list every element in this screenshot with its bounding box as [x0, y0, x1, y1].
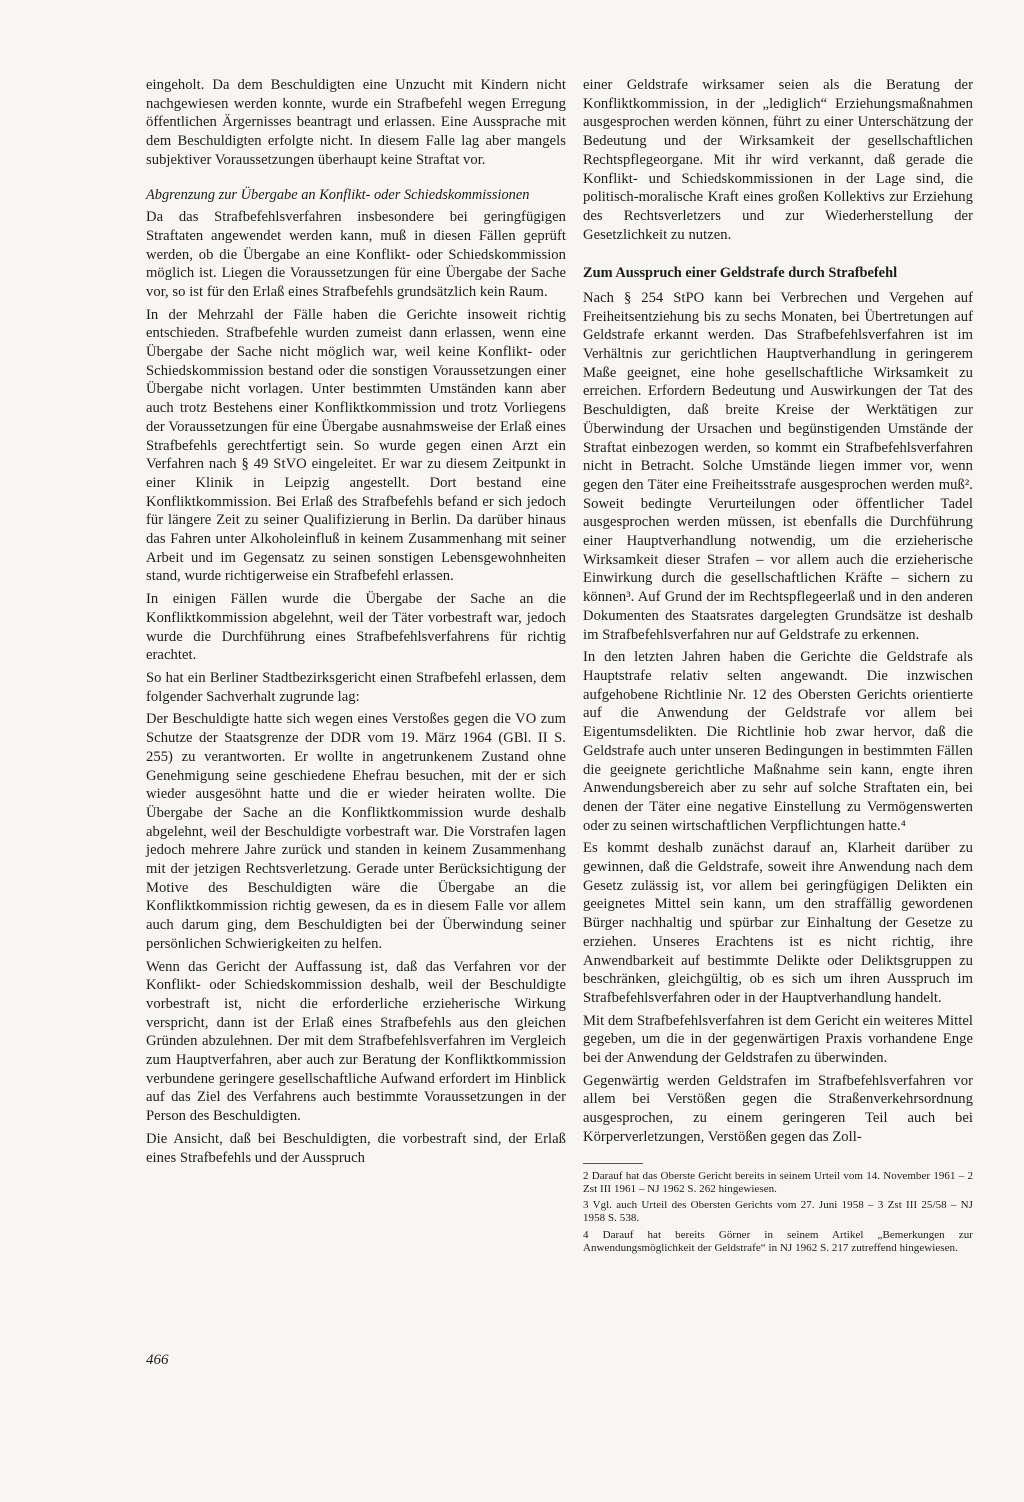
- paragraph: einer Geldstrafe wirksamer seien als die Beratung der Konfliktkommission, in der „lediglich“ Erziehungsmaßnahmen ausgesprochen werden können, führt zu einer Unterschätzung der Bedeutung und der Wirksamkeit der gesellschaftlichen Rechtspflegeorgane. Mit ihr wird verkannt, daß gerade die Konflikt- und Schiedskommissionen in der Lage sind, die politisch-moralische Kraft eines großen Kollektivs zur Erziehung des Rechtsverletzers und zur Wiederherstellung der Gesetzlichkeit zu nutzen.: [583, 77, 973, 243]
- left-column: [146, 76, 566, 1171]
- section-heading: Zum Ausspruch einer Geldstrafe durch Strafbefehl: [583, 265, 898, 282]
- footnote-divider: [583, 1163, 643, 1164]
- page-number: 466: [146, 1352, 169, 1368]
- footnote: 3 Vgl. auch Urteil des Obersten Gerichts vom 27. Juni 1958 – 3 Zst III 25/58 – NJ 1958 S. 538.: [583, 1199, 973, 1225]
- paragraph: Nach § 254 StPO kann bei Verbrechen und Vergehen auf Freiheitsentziehung bis zu sechs Monaten, bei Übertretungen auf Geldstrafe erkannt werden. Das Strafbefehlsverfahren ist im Verhältnis zur gerichtlichen Hauptverhandlung in geringerem Maße geeignet, eine hohe gesellschaftliche Wirksamkeit zu erreichen. Erfordern Bedeutung und Auswirkungen der Tat des Beschuldigten, daß breite Kreise der Werktätigen zur Überwindung der Ursachen und begünstigenden Umstände der Straftat einbezogen werden, so kommt ein Strafbefehlsverfahren nicht in Betracht. Solche Umstände liegen immer vor, wenn gegen den Täter eine Freiheitsstrafe ausgesprochen werden muß². Soweit bedingte Verurteilungen oder öffentlicher Tadel ausgesprochen werden müssen, ist ebenfalls die Durchführung einer Hauptverhandlung notwendig, um die erzieherische Wirksamkeit dieser Strafen – vor allem auch die erzieherische Einwirkung durch die gesellschaftlichen Kräfte – sichern zu können³. Auf Grund der im Rechtspflegeerlaß und in den anderen Dokumenten des Staatsrates dargelegten Grundsätze ist deshalb im Strafbefehlsverfahren nur auf Geldstrafe zu erkennen.: [583, 289, 973, 643]
- paragraph: So hat ein Berliner Stadtbezirksgericht einen Strafbefehl erlassen, dem folgender Sachverhalt zugrunde lag:: [146, 669, 566, 705]
- paragraph: Der Beschuldigte hatte sich wegen eines Verstoßes gegen die VO zum Schutze der Staatsgrenze der DDR vom 19. März 1964 (GBl. II S. 255) zu verantworten. Er wollte in angetrunkenem Zustand ohne Genehmigung seine geschiedene Ehefrau besuchen, mit der er sich wieder ausgesöhnt hatte und die er wieder heiraten wollte. Die Übergabe der Sache an die Konfliktkommission wurde deshalb abgelehnt, weil der Beschuldigte vorbestraft war. Die Vorstrafen lagen jedoch mehrere Jahre zurück und standen in keinem Zusammenhang mit der jetzigen Rechtsverletzung. Gerade unter Berücksichtigung der Motive des Beschuldigten wäre die Übergabe an die Konfliktkommission richtig gewesen, da es in diesem Falle vor allem auch darum ging, dem Beschuldigten bei der Überwindung seiner persönlichen Schwierigkeiten zu helfen.: [146, 711, 566, 952]
- paragraph: In der Mehrzahl der Fälle haben die Gerichte insoweit richtig entschieden. Strafbefehle wurden zumeist dann erlassen, wenn eine Übergabe der Sache nicht möglich war, weil keine Konflikt- oder Schiedskommission bestand oder die sonstigen Voraussetzungen einer Übergabe nicht vorlagen. Unter bestimmten Umständen kann aber auch trotz Bestehens einer Konfliktkommission und trotz Vorliegens der Voraussetzungen für eine Übergabe ausnahmsweise der Erlaß eines Strafbefehls gerechtfertigt sein. So wurde gegen einen Arzt ein Verfahren nach § 49 StVO eingeleitet. Er war zu diesem Zeitpunkt in einer Klinik in Leipzig angestellt. Dort bestand eine Konfliktkommission. Bei Erlaß des Strafbefehls befand er sich jedoch für längere Zeit zu seiner Qualifizierung in Berlin. Da darüber hinaus das Fahren unter Alkoholeinfluß in keinem Zusammenhang mit seiner Arbeit und im Gegensatz zu seinen sonstigen Lebensgewohnheiten stand, wurde richtigerweise ein Strafbefehl erlassen.: [146, 306, 566, 585]
- footnote: 4 Darauf hat bereits Görner in seinem Artikel „Bemerkungen zur Anwendungsmöglichkeit der Geldstrafe“ in NJ 1962 S. 217 zutreffend hingewiesen.: [583, 1228, 973, 1255]
- footnote: 2 Darauf hat das Oberste Gericht bereits in seinem Urteil vom 14. November 1961 – 2 Zst III 1961 – NJ 1962 S. 262 hingewiesen.: [583, 1169, 973, 1195]
- paragraph: Es kommt deshalb zunächst darauf an, Klarheit darüber zu gewinnen, daß die Geldstrafe, soweit ihre Anwendung nach dem Gesetz zulässig ist, vor allem bei geringfügigen Delikten ein geeignetes Mittel sein kann, um den straffällig gewordenen Bürger nachhaltig und spürbar zur Einhaltung der Gesetze zu erziehen. Unseres Erachtens ist es nicht richtig, ihre Anwendbarkeit auf bestimmte Delikte oder Deliktsgruppen zu beschränken, gleichgültig, ob es sich um ihren Ausspruch im Strafbefehlsverfahren oder in der Hauptverhandlung handelt.: [583, 840, 973, 1006]
- section-heading: Abgrenzung zur Übergabe an Konflikt- oder Schiedskommissionen: [146, 186, 530, 203]
- paragraph: In einigen Fällen wurde die Übergabe der Sache an die Konfliktkommission abgelehnt, weil der Täter vorbestraft war, jedoch wurde die Durchführung eines Strafbefehlsverfahrens für richtig erachtet.: [146, 591, 566, 664]
- paragraph: Mit dem Strafbefehlsverfahren ist dem Gericht ein weiteres Mittel gegeben, um die in der gegenwärtigen Praxis vorhandene Enge bei der Anwendung der Geldstrafen zu überwinden.: [583, 1012, 973, 1067]
- paragraph: eingeholt. Da dem Beschuldigten eine Unzucht mit Kindern nicht nachgewiesen werden konnte, wurde ein Strafbefehl wegen Erregung öffentlichen Ärgernisses beantragt und erlassen. Eine Aussprache mit dem Beschuldigten erfolgte nicht. In diesem Falle lag aber mangels subjektiver Voraussetzungen überhaupt keine Straftat vor.: [146, 77, 566, 168]
- paragraph: In den letzten Jahren haben die Gerichte die Geldstrafe als Hauptstrafe relativ selten angewandt. Die inzwischen aufgehobene Richtlinie Nr. 12 des Obersten Gerichts orientierte auf die Anwendung der Geldstrafe vor allem bei Eigentumsdelikten. Die Richtlinie hob zwar hervor, daß die Geldstrafe auch unter unseren Bedingungen in bestimmten Fällen die geeignete gerichtliche Maßnahme sein kann, engte ihren Anwendungsbereich aber zu sehr auf solche Straftaten ein, bei denen der Täter eine negative Einstellung zu Vermögenswerten oder zu seinen wirtschaftlichen Verpflichtungen hatte.⁴: [583, 649, 973, 834]
- paragraph: Wenn das Gericht der Auffassung ist, daß das Verfahren vor der Konflikt- oder Schiedskommission deshalb, weil der Beschuldigte vorbestraft ist, nicht die erforderliche erzieherische Wirkung verspricht, dann ist der Erlaß eines Strafbefehls aus den gleichen Gründen abzulehnen. Der mit dem Strafbefehlsverfahren im Vergleich zum Hauptverfahren, aber auch zur Beratung der Konfliktkommission verbundene geringere gesellschaftliche Aufwand erfordert im Hinblick auf das Ziel des Verfahrens auch bestimmte Voraussetzungen in der Person des Beschuldigten.: [146, 958, 566, 1125]
- paragraph: Gegenwärtig werden Geldstrafen im Strafbefehlsverfahren vor allem bei Verstößen gegen die Straßenverkehrsordnung ausgesprochen, zu einem geringeren Teil auch bei Körperverletzungen, Verstößen gegen das Zoll-: [583, 1072, 973, 1145]
- footnotes: [583, 1170, 973, 1256]
- paragraph: Da das Strafbefehlsverfahren insbesondere bei geringfügigen Straftaten angewendet werden kann, muß in diesen Fällen geprüft werden, ob die Übergabe an eine Konflikt- oder Schiedskommission möglich ist. Liegen die Voraussetzungen für eine Übergabe der Sache vor, so ist für den Erlaß eines Strafbefehls grundsätzlich kein Raum.: [146, 209, 566, 300]
- paragraph: Die Ansicht, daß bei Beschuldigten, die vorbestraft sind, der Erlaß eines Strafbefehls und der Ausspruch: [146, 1130, 566, 1166]
- right-column: [583, 76, 973, 1258]
